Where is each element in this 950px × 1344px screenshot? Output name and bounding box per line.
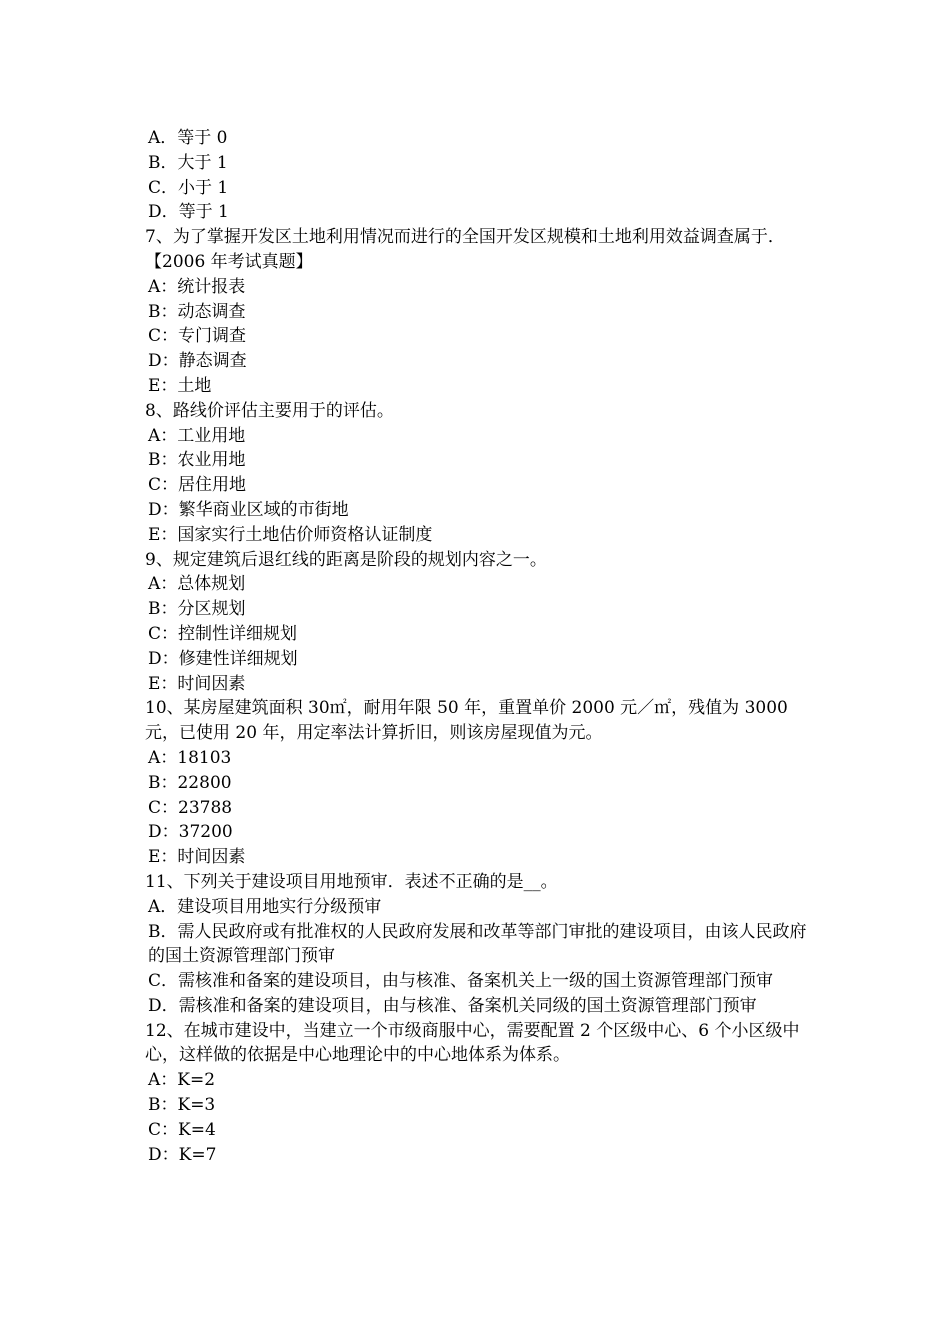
option-line: D．需核准和备案的建设项目，由与核准、备案机关同级的国土资源管理部门预审 [148, 995, 757, 1016]
option-line: C：K=4 [148, 1119, 216, 1140]
option-line: A：统计报表 [148, 276, 246, 297]
option-line: A：工业用地 [148, 425, 246, 446]
option-line: B：K=3 [148, 1095, 216, 1116]
question-list [145, 126, 810, 1167]
option-line: E：时间因素 [148, 847, 246, 868]
option-line: C：专门调查 [148, 326, 247, 347]
option-line: B．需人民政府或有批准权的人民政府发展和改革等部门审批的建设项目，由该人民政府的国土资源管理部门预审 [148, 921, 807, 967]
option-line: B：分区规划 [148, 599, 246, 620]
option-line: D：静态调查 [148, 351, 247, 372]
option-line: B：22800 [148, 772, 232, 793]
option-line: C：控制性详细规划 [148, 623, 298, 644]
question-9: 9、规定建筑后退红线的距离是阶段的规划内容之一。 [145, 549, 547, 570]
question-11: 11、下列关于建设项目用地预审．表述不正确的是__。 [145, 871, 558, 892]
option-line: D：繁华商业区域的市街地 [148, 499, 349, 520]
option-line: C：居住用地 [148, 475, 247, 496]
option-line: E：土地 [148, 375, 212, 396]
option-line: B：动态调查 [148, 301, 246, 322]
option-line: E：国家实行土地估价师资格认证制度 [148, 524, 433, 545]
option-line: D．等于 1 [148, 202, 229, 223]
option-line: B：农业用地 [148, 450, 246, 471]
question-8: 8、路线价评估主要用于的评估。 [145, 400, 394, 421]
option-line: E：时间因素 [148, 673, 246, 694]
question-7: 7、为了掌握开发区土地利用情况而进行的全国开发区规模和土地利用效益调查属于．【2006 年考试真题】 [145, 227, 785, 272]
option-line: A．建设项目用地实行分级预审 [148, 896, 382, 917]
option-line: C：23788 [148, 797, 233, 818]
option-line: A：K=2 [148, 1070, 216, 1091]
question-10: 10、某房屋建筑面积 30㎡，耐用年限 50 年，重置单价 2000 元／㎡，残值为 3000 元，已使用 20 年，用定率法计算折旧，则该房屋现值为元。 [145, 698, 794, 744]
option-line: A：18103 [148, 747, 232, 768]
option-line: D：37200 [148, 822, 233, 843]
option-line: C．小于 1 [148, 177, 229, 198]
option-line: B．大于 1 [148, 152, 228, 173]
option-line: C．需核准和备案的建设项目，由与核准、备案机关上一级的国土资源管理部门预审 [148, 971, 774, 992]
option-line: D：K=7 [148, 1144, 217, 1165]
option-line: A．等于 0 [148, 128, 228, 148]
question-12: 12、在城市建设中，当建立一个市级商服中心，需要配置 2 个区级中心、6 个小区级中心，这样做的依据是中心地理论中的中心地体系为体系。 [145, 1020, 800, 1066]
option-line: D：修建性详细规划 [148, 648, 298, 669]
option-line: A：总体规划 [148, 574, 246, 595]
